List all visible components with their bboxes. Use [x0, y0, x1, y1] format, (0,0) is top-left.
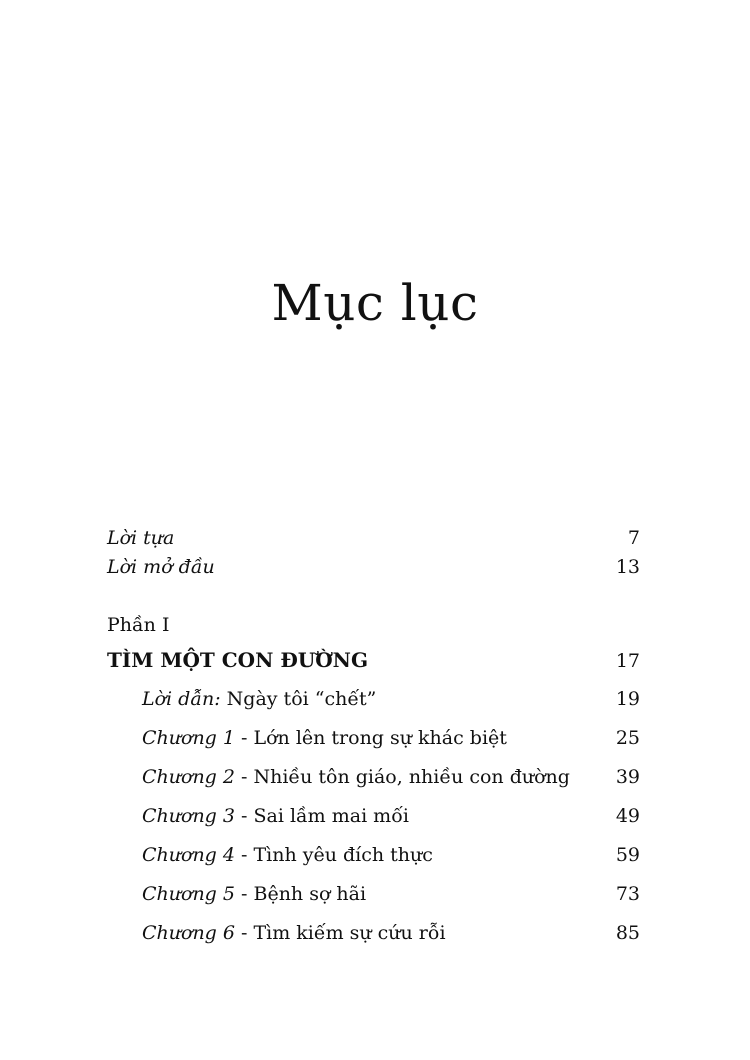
- toc-page-number: 39: [615, 766, 640, 788]
- toc-page-number: 17: [615, 650, 640, 672]
- toc-page-number: 19: [615, 688, 640, 710]
- chapter-lead: Chương 4: [142, 844, 235, 866]
- toc-entry-chapter[interactable]: [107, 680, 640, 719]
- chapter-lead: Chương 3: [142, 805, 235, 827]
- toc-part-title[interactable]: [107, 640, 640, 680]
- chapter-lead: Chương 6: [142, 922, 235, 944]
- toc-page-number: 49: [615, 805, 640, 827]
- toc-entry-label: Lời mở đầu: [107, 556, 215, 578]
- chapter-title: - Nhiều tôn giáo, nhiều con đường: [234, 766, 570, 788]
- toc-entry-label: [142, 758, 570, 797]
- toc-entry-label: [142, 914, 446, 953]
- chapter-title: - Tìm kiếm sự cứu rỗi: [234, 922, 446, 944]
- toc-entry-preface[interactable]: [107, 524, 640, 553]
- toc-page-number: 13: [615, 556, 640, 578]
- toc-entry-label: [142, 836, 433, 875]
- toc-entry-label: Lời tựa: [107, 527, 175, 549]
- toc-entry-chapter[interactable]: [107, 719, 640, 758]
- chapter-title: - Bệnh sợ hãi: [234, 883, 367, 905]
- toc-entry-chapter[interactable]: [107, 914, 640, 953]
- toc-entry-chapter[interactable]: [107, 797, 640, 836]
- toc-page-number: 59: [615, 844, 640, 866]
- toc-page-number: 25: [615, 727, 640, 749]
- toc-entry-chapter[interactable]: [107, 758, 640, 797]
- page-title: Mục lục: [271, 273, 479, 332]
- toc-entry-label: [142, 875, 366, 914]
- toc-entry-label: [142, 797, 409, 836]
- part-label: Phần I: [107, 614, 170, 636]
- toc-entry-introduction[interactable]: [107, 553, 640, 582]
- chapter-lead: Chương 2: [142, 766, 235, 788]
- chapter-lead: Chương 5: [142, 883, 235, 905]
- toc-entry-chapter[interactable]: [107, 836, 640, 875]
- toc-entry-label: [142, 680, 376, 719]
- chapter-lead: Chương 1: [142, 727, 235, 749]
- part-title: TÌM MỘT CON ĐƯỜNG: [107, 648, 369, 672]
- chapter-lead: Lời dẫn:: [142, 688, 221, 710]
- chapter-title: - Tình yêu đích thực: [234, 844, 433, 866]
- toc-page-number: 7: [627, 527, 640, 549]
- table-of-contents: [107, 524, 640, 953]
- toc-page-number: 73: [615, 883, 640, 905]
- chapter-title: - Sai lầm mai mối: [234, 805, 409, 827]
- chapter-title: Ngày tôi “chết”: [220, 688, 377, 710]
- toc-entry-label: [142, 719, 507, 758]
- toc-page-number: 85: [615, 922, 640, 944]
- toc-entry-chapter[interactable]: [107, 875, 640, 914]
- chapter-title: - Lớn lên trong sự khác biệt: [234, 727, 507, 749]
